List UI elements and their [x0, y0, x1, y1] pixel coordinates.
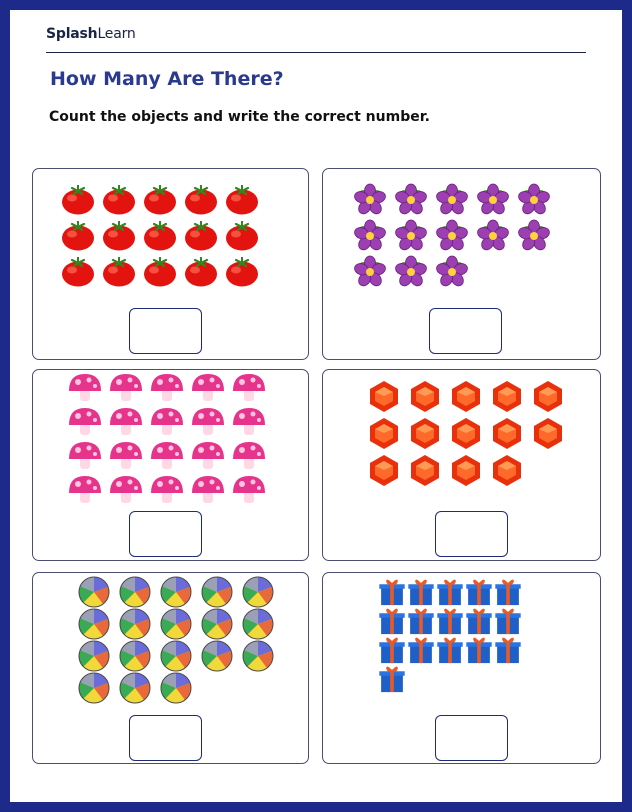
tomato-icon: [60, 255, 96, 287]
mushroom-icon: [149, 405, 185, 437]
count-card-beach-balls: [32, 572, 309, 764]
flower-icon: [434, 255, 470, 287]
beach-ball-icon: [117, 576, 153, 608]
beach-ball-icon: [76, 576, 112, 608]
beach-ball-icon: [199, 576, 235, 608]
mushroom-icon: [149, 371, 185, 403]
answer-box[interactable]: [429, 308, 502, 354]
gift-box-icon: [407, 606, 435, 635]
answer-box[interactable]: [435, 511, 508, 557]
hexagon-gem-icon: [407, 380, 443, 412]
mushroom-icon: [149, 439, 185, 471]
hexagon-gem-icon: [407, 417, 443, 449]
gift-box-icon: [494, 635, 522, 664]
flower-icon: [352, 255, 388, 287]
beach-ball-icon: [240, 576, 276, 608]
object-grid: [366, 380, 571, 486]
beach-ball-icon: [158, 640, 194, 672]
hexagon-gem-icon: [489, 417, 525, 449]
object-grid: [60, 183, 265, 287]
gift-box-icon: [378, 635, 406, 664]
mushroom-icon: [190, 405, 226, 437]
flower-icon: [434, 219, 470, 251]
object-grid: [67, 371, 272, 505]
count-card-gifts: [322, 572, 601, 764]
tomato-icon: [101, 183, 137, 215]
tomato-icon: [183, 255, 219, 287]
flower-icon: [352, 183, 388, 215]
gift-box-icon: [436, 606, 464, 635]
gift-box-icon: [465, 635, 493, 664]
beach-ball-icon: [76, 672, 112, 704]
count-card-tomatoes: [32, 168, 309, 360]
gift-box-icon: [436, 635, 464, 664]
tomato-icon: [142, 255, 178, 287]
header-divider: [46, 52, 586, 53]
tomato-icon: [101, 219, 137, 251]
tomato-icon: [101, 255, 137, 287]
beach-ball-icon: [240, 608, 276, 640]
mushroom-icon: [190, 439, 226, 471]
mushroom-icon: [108, 371, 144, 403]
flower-icon: [393, 219, 429, 251]
flower-icon: [516, 183, 552, 215]
hexagon-gem-icon: [489, 454, 525, 486]
hexagon-gem-icon: [407, 454, 443, 486]
beach-ball-icon: [240, 640, 276, 672]
hexagon-gem-icon: [366, 417, 402, 449]
hexagon-gem-icon: [366, 380, 402, 412]
mushroom-icon: [67, 439, 103, 471]
gift-box-icon: [494, 606, 522, 635]
mushroom-icon: [67, 473, 103, 505]
instruction-text: Count the objects and write the correct number.: [49, 109, 430, 125]
gift-box-icon: [465, 577, 493, 606]
beach-ball-icon: [199, 608, 235, 640]
mushroom-icon: [108, 473, 144, 505]
tomato-icon: [183, 219, 219, 251]
mushroom-icon: [67, 371, 103, 403]
hexagon-gem-icon: [448, 380, 484, 412]
mushroom-icon: [231, 405, 267, 437]
mushroom-icon: [231, 371, 267, 403]
beach-ball-icon: [158, 576, 194, 608]
hexagon-gem-icon: [366, 454, 402, 486]
tomato-icon: [224, 255, 260, 287]
hexagon-gem-icon: [530, 380, 566, 412]
object-grid: [352, 183, 557, 287]
gift-box-icon: [407, 577, 435, 606]
mushroom-icon: [190, 473, 226, 505]
object-grid: [76, 576, 281, 704]
answer-box[interactable]: [129, 308, 202, 354]
flower-icon: [475, 183, 511, 215]
mushroom-icon: [67, 405, 103, 437]
tomato-icon: [224, 183, 260, 215]
beach-ball-icon: [117, 672, 153, 704]
splashlearn-logo: SplashLearn: [46, 26, 136, 42]
mushroom-icon: [149, 473, 185, 505]
gift-box-icon: [378, 664, 406, 693]
beach-ball-icon: [158, 608, 194, 640]
flower-icon: [352, 219, 388, 251]
tomato-icon: [183, 183, 219, 215]
worksheet: [10, 10, 622, 802]
hexagon-gem-icon: [448, 417, 484, 449]
gift-box-icon: [436, 577, 464, 606]
tomato-icon: [60, 183, 96, 215]
beach-ball-icon: [117, 608, 153, 640]
gift-box-icon: [378, 606, 406, 635]
object-grid: [378, 577, 523, 693]
gift-box-icon: [407, 635, 435, 664]
tomato-icon: [142, 183, 178, 215]
beach-ball-icon: [76, 640, 112, 672]
count-card-mushrooms: [32, 369, 309, 561]
answer-box[interactable]: [129, 511, 202, 557]
flower-icon: [393, 255, 429, 287]
answer-box[interactable]: [435, 715, 508, 761]
count-card-gems: [322, 369, 601, 561]
beach-ball-icon: [76, 608, 112, 640]
mushroom-icon: [231, 473, 267, 505]
beach-ball-icon: [117, 640, 153, 672]
hexagon-gem-icon: [530, 417, 566, 449]
tomato-icon: [60, 219, 96, 251]
gift-box-icon: [494, 577, 522, 606]
flower-icon: [475, 219, 511, 251]
tomato-icon: [142, 219, 178, 251]
mushroom-icon: [108, 405, 144, 437]
gift-box-icon: [378, 577, 406, 606]
flower-icon: [393, 183, 429, 215]
beach-ball-icon: [199, 640, 235, 672]
flower-icon: [516, 219, 552, 251]
page-title: How Many Are There?: [50, 68, 284, 90]
mushroom-icon: [108, 439, 144, 471]
tomato-icon: [224, 219, 260, 251]
hexagon-gem-icon: [448, 454, 484, 486]
mushroom-icon: [190, 371, 226, 403]
mushroom-icon: [231, 439, 267, 471]
hexagon-gem-icon: [489, 380, 525, 412]
flower-icon: [434, 183, 470, 215]
answer-box[interactable]: [129, 715, 202, 761]
count-card-flowers: [322, 168, 601, 360]
beach-ball-icon: [158, 672, 194, 704]
gift-box-icon: [465, 606, 493, 635]
